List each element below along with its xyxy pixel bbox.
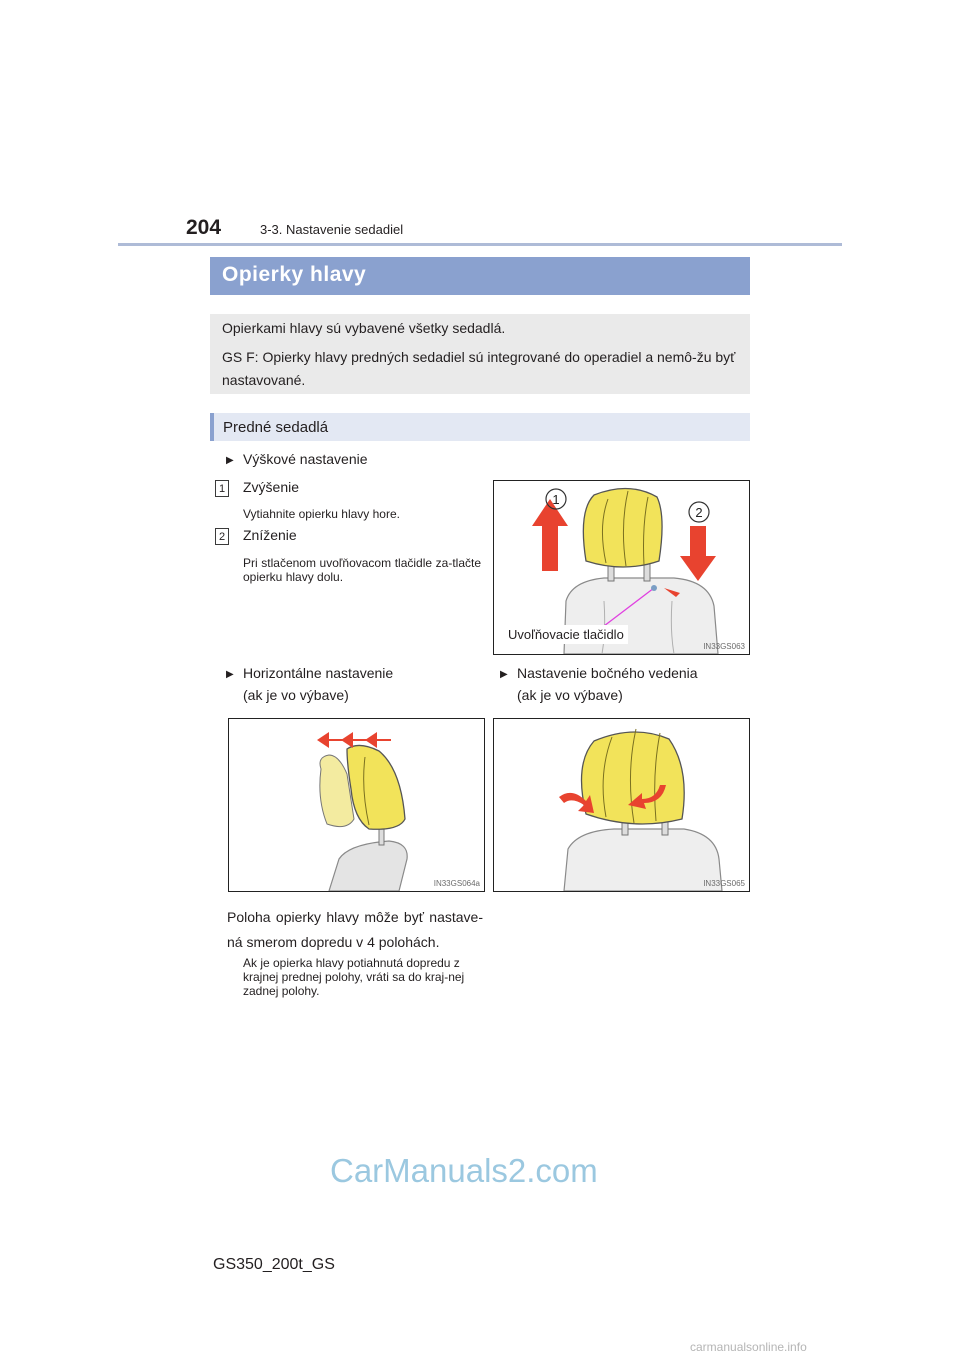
page-title: Opierky hlavy (222, 263, 367, 286)
side-heading: Nastavenie bočného vedenia (517, 665, 698, 681)
figure-vertical-adjust (493, 480, 750, 655)
bullet-triangle-icon: ▶ (226, 669, 234, 680)
chapter-title: 3-3. Nastavenie sedadiel (260, 222, 404, 237)
svg-text:2: 2 (695, 505, 703, 520)
headrest-front-position (347, 745, 405, 829)
item-number-1: 1 (215, 480, 229, 497)
side-heading-note: (ak je vo výbave) (517, 687, 623, 703)
svg-text:1: 1 (552, 492, 560, 507)
headrest-shape (583, 488, 662, 567)
horizontal-desc: Poloha opierky hlavy môže byť nastave-ná smerom dopredu v 4 polohách. (227, 909, 483, 950)
raise-label: Zvýšenie (243, 479, 300, 495)
bullet-triangle-icon: ▶ (500, 669, 508, 680)
figure-horizontal-adjust (228, 718, 485, 892)
figure-side-adjust (493, 718, 750, 892)
bullet-triangle-icon: ▶ (226, 455, 234, 466)
subsection-title: Predné sedadlá (223, 419, 329, 436)
lower-label: Zníženie (243, 527, 297, 543)
figure-code: IN33GS063 (703, 642, 745, 651)
figure-code: IN33GS064a (433, 879, 480, 888)
header-rule (118, 243, 842, 246)
horizontal-heading: Horizontálne nastavenie (243, 665, 394, 681)
horizontal-note: Ak je opierka hlavy potiahnutá dopredu z krajnej prednej polohy, vráti sa do kraj-nej zadnej polohy. (243, 956, 465, 998)
figure-code: IN33GS065 (703, 879, 745, 888)
intro-line-2: GS F: Opierky hlavy predných sedadiel sú integrované do operadiel a nemô-žu byť nastavované. (222, 349, 736, 388)
vertical-heading: Výškové nastavenie (243, 451, 368, 467)
item-number-2: 2 (215, 528, 229, 545)
horizontal-heading-note: (ak je vo výbave) (243, 687, 349, 703)
intro-line-1: Opierkami hlavy sú vybavené všetky sedadlá. (222, 320, 506, 336)
raise-desc: Vytiahnite opierku hlavy hore. (243, 507, 400, 521)
footer-model-code: GS350_200t_GS (213, 1256, 335, 1273)
release-button-label: Uvoľňovacie tlačidlo (504, 625, 628, 644)
watermark-bottom: carmanualsonline.info (690, 1340, 807, 1354)
down-arrow-icon (680, 526, 716, 581)
up-arrow-icon (532, 499, 568, 571)
lower-desc: Pri stlačenom uvoľňovacom tlačidle za-tlačte opierku hlavy dolu. (243, 556, 481, 584)
watermark: CarManuals2.com (330, 1152, 598, 1189)
page-number: 204 (186, 216, 222, 239)
